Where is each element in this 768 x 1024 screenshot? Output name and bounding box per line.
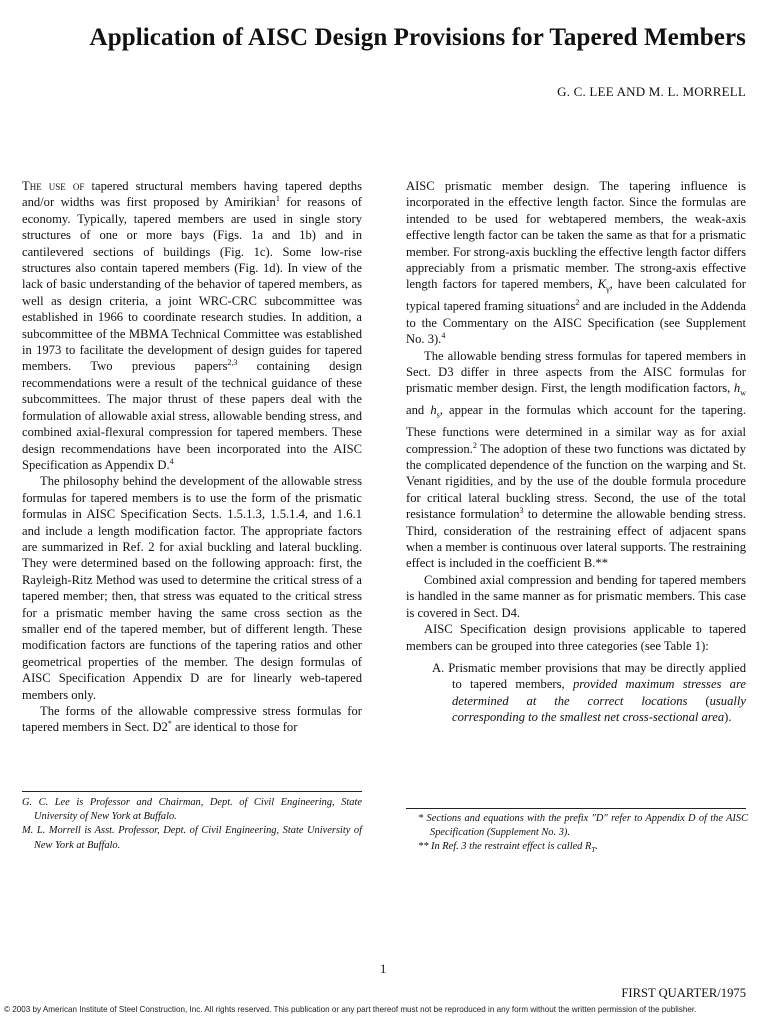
text-run: , appear in the formulas which account for the tapering. These functions were determined in a similar way as for axial compression.	[406, 403, 747, 456]
article-authors: G. C. LEE AND M. L. MORRELL	[557, 84, 746, 99]
text-run: to determine the allowable bending stress. Third, consideration of the restraining effect of adjacent spans when a member is continuous over lateral supports. The restraining effect is included in the coefficient B.**	[406, 507, 746, 571]
text-run: The forms of the allowable compressive stress formulas for tapered members in Sect. D2	[22, 704, 362, 735]
math-subscript: γ	[606, 284, 610, 294]
page-number: 1	[380, 962, 387, 976]
text-run: AISC prismatic member design. The tapering influence is incorporated in the effective length factor. Since the formulas are intended to be used for webtapered members, the weak-axis effective length factor can be taken the same as that for a prismatic member. For strong-axis buckling the effective length factor differs appreciably from a prismatic member. The strong-axis effective length factors for tapered members,	[406, 179, 746, 292]
reference-superscript: 2	[575, 298, 580, 308]
text-run: for reasons of economy. Typically, tapered members are used in single story structures of one or more bays (Figs. 1a and 1b) and in cantilevered sections of buildings (Fig. 1c). Some low-rise structures also contain tapered members (Fig. 1d). In view of the lack of basic understanding of the behavior of tapered members, as well as design criteria, a joint WRC-CRC subcommittee was established in 1966 to coordinate research studies. In addition, a subcommittee of the MBMA Technical Committee was established in 1973 to facilitate the development of design guides for tapered members. Two previous papers	[22, 195, 362, 374]
footnote-divider-right	[406, 808, 746, 809]
text-run: (	[687, 693, 710, 708]
text-run: and are included in the Addenda to the Commentary on the AISC Specification (see Supplement No. 3).	[406, 299, 746, 347]
paragraph-prismatic	[406, 178, 746, 348]
left-column	[22, 178, 362, 736]
paragraph-intro	[22, 178, 362, 473]
reference-superscript: 4	[441, 331, 446, 341]
math-subscript: s	[436, 410, 440, 420]
footnote-restraint	[418, 840, 748, 857]
math-symbol: h	[430, 403, 437, 418]
math-subscript: w	[740, 388, 746, 398]
text-run: , have been calculated for typical tapered framing situations	[406, 277, 746, 314]
footnote-lee: G. C. Lee is Professor and Chairman, Dept. of Civil Engineering, State University of New York at Buffalo.	[22, 797, 362, 823]
math-symbol: K	[597, 277, 607, 292]
reference-superscript: 2,3	[227, 358, 238, 368]
paragraph-categories: AISC Specification design provisions applicable to tapered members can be grouped into three categories (see Table 1):	[406, 622, 746, 653]
text-run: ).	[724, 710, 732, 725]
reference-superscript: 4	[169, 456, 174, 466]
text-run: ** In Ref. 3 the restraint effect is called R	[418, 841, 592, 853]
footnote-marker: *	[167, 719, 172, 729]
author-footnotes	[22, 796, 362, 853]
paragraph-combined: Combined axial compression and bending for tapered members is handled in the same manner as for prismatic members. This case is covered in Sect. D4.	[406, 572, 746, 620]
emphasis-text: provided maximum stresses are determined at the correct locations	[452, 677, 747, 708]
footnote-divider-left	[22, 791, 362, 792]
text-run: containing design recommendations were a result of the technical guidance of these subcommittees. The major thrust of these papers deal with the formulation of allowable axial stress, allowable bending stress, and combined axial-flexural compression for tapered members. These design recommendations have been incorporated into the AISC Specification as Appendix D.	[22, 359, 362, 472]
math-symbol: h	[733, 381, 741, 396]
content-footnotes	[418, 812, 748, 858]
dropcap-text: The use of	[22, 179, 85, 193]
text-run: The adoption of these two functions was dictated by the complicated dependence of the function on the warping and St. Venant rigidities, and by the use of the double formula procedure for critical lateral buckling stress. Second, the use of the total resistance formulation	[406, 441, 746, 522]
paragraph-bending	[406, 348, 746, 572]
text-run: and	[406, 403, 431, 418]
text-run: tapered structural members having tapered depths and/or widths was first proposed by Amirikian	[22, 179, 362, 210]
paragraph-forms	[22, 703, 362, 736]
right-column	[406, 178, 746, 726]
text-run: are identical to those for	[171, 720, 298, 735]
footnote-sections: * Sections and equations with the prefix "D" refer to Appendix D of the AISC Specification (Supplement No. 3).	[418, 813, 748, 839]
paragraph-philosophy: The philosophy behind the development of the allowable stress formulas for tapered members is to use the form of the prismatic formulas in AISC Specification Sects. 1.5.1.3, 1.5.1.4, and 1.6.1 and include a length modification factor. The appropriate factors are summarized in Ref. 2 for axial buckling and lateral buckling. They were determined based on the following approach: first, the Rayleigh-Ritz Method was used to determine the critical stress of a tapered member; then, that stress was equated to the critical stress for a prismatic member having the same cross section as the smaller end of the tapered member, but of different length. These modification factors are functions of the tapering ratios and other geometrical properties of the member. The design formulas of AISC Specification Appendix D are for linearly web-tapered members only.	[22, 474, 362, 702]
reference-superscript: 3	[519, 506, 524, 516]
article-title: Application of AISC Design Provisions for Tapered Members	[89, 24, 746, 51]
text-run: The allowable bending stress formulas for tapered members in Sect. D3 differ in three aspects from the AISC formulas for prismatic member design. First, the length modification factors,	[406, 348, 746, 396]
reference-superscript: 2	[472, 440, 477, 450]
text-run: .	[595, 841, 598, 853]
footnote-morrell: M. L. Morrell is Asst. Professor, Dept. of Civil Engineering, State University of New York at Buffalo.	[22, 825, 362, 851]
math-subscript: T	[591, 846, 596, 855]
reference-superscript: 1	[275, 194, 280, 204]
issue-label: FIRST QUARTER/1975	[621, 986, 746, 1000]
list-item-a	[406, 660, 746, 726]
copyright-notice: © 2003 by American Institute of Steel Construction, Inc. All rights reserved. This publication or any part thereof must not be reproduced in any form without the written permission of the publisher.	[4, 1005, 697, 1014]
text-run: Prismatic member provisions that may be directly applied to tapered members,	[444, 660, 746, 692]
emphasis-text: usually corresponding to the smallest net cross-sectional area	[452, 693, 746, 725]
list-label: A.	[432, 660, 445, 675]
